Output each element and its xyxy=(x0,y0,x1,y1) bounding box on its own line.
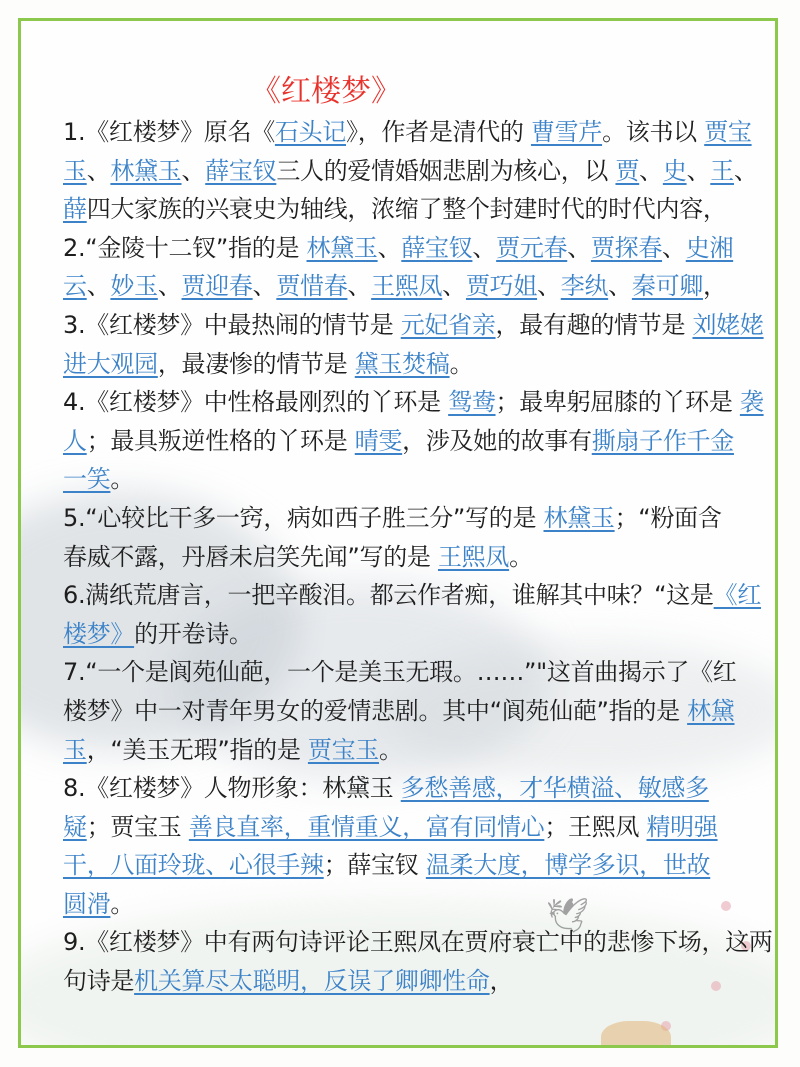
text-segment: 春威不露，丹唇未启笑先闻”写的是 xyxy=(63,542,438,571)
answer-link[interactable]: 玉 xyxy=(63,156,87,185)
text-segment: 、 xyxy=(472,233,497,262)
answer-link[interactable]: 薛宝钗 xyxy=(205,156,277,185)
text-line xyxy=(63,808,763,847)
answer-link[interactable]: 干，八面玲珑、心很手辣 xyxy=(63,851,324,880)
answer-link[interactable]: 王熙凤 xyxy=(437,542,510,571)
text-line xyxy=(63,576,763,615)
text-segment: 、 xyxy=(377,233,402,262)
answer-link[interactable]: 温柔大度，博学多识，世故 xyxy=(425,851,711,880)
text-segment: 、 xyxy=(442,272,466,301)
answer-link[interactable]: 元妃省亲 xyxy=(400,310,496,339)
text-segment: ；最具叛逆性格的丫环是 xyxy=(86,426,355,455)
answer-link[interactable]: 玉 xyxy=(63,735,87,764)
text-line xyxy=(63,113,763,152)
answer-link[interactable]: 晴雯 xyxy=(354,426,403,455)
text-segment: 7.“一个是阆苑仙葩，一个是美玉无瑕。……”"这首曲揭示了《红 xyxy=(63,658,737,687)
text-line xyxy=(63,615,763,654)
text-line xyxy=(63,190,763,229)
answer-link[interactable]: 史湘 xyxy=(685,233,734,262)
text-line xyxy=(63,422,763,461)
answer-link[interactable]: 贾惜春 xyxy=(276,272,348,301)
text-line xyxy=(63,538,763,577)
answer-link[interactable]: 贾巧姐 xyxy=(465,272,538,301)
text-line xyxy=(63,885,763,924)
text-segment: 。 xyxy=(449,349,474,378)
answer-link[interactable]: 曹雪芹 xyxy=(530,118,603,146)
answer-link[interactable]: 疑 xyxy=(63,812,87,841)
text-segment: 、 xyxy=(86,272,111,301)
text-segment: ，“美玉无瑕”指的是 xyxy=(86,735,308,764)
answer-link[interactable]: 《红 xyxy=(713,581,762,610)
text-segment: 。 xyxy=(509,542,533,571)
answer-link[interactable]: 贾 xyxy=(615,156,640,185)
answer-link[interactable]: 进大观园 xyxy=(63,349,158,378)
text-segment: ， xyxy=(489,967,514,996)
text-segment: ，涉及她的故事有 xyxy=(402,426,592,455)
answer-link[interactable]: 贾宝玉 xyxy=(307,735,380,764)
text-segment: 楼梦》中一对青年男女的爱情悲剧。其中“阆苑仙葩”指的是 xyxy=(63,696,688,725)
text-segment: ；贾宝玉 xyxy=(86,812,189,841)
text-segment: ，最凄惨的情节是 xyxy=(157,349,355,378)
text-segment: 6.满纸荒唐言，一把辛酸泪。都云作者痴，谁解其中味？“这是 xyxy=(63,581,714,610)
answer-link[interactable]: 秦可卿 xyxy=(631,272,703,301)
text-line xyxy=(63,692,763,731)
answer-link[interactable]: 善良直率，重情重义，富有同情心 xyxy=(188,812,545,841)
answer-link[interactable]: 贾元春 xyxy=(496,233,568,262)
text-segment: 5.“心较比干多一窍，病如西子胜三分”写的是 xyxy=(63,503,544,532)
text-segment: 、 xyxy=(157,272,182,301)
answer-link[interactable]: 楼梦》 xyxy=(63,619,135,648)
text-line xyxy=(63,731,763,770)
answer-link[interactable]: 李纨 xyxy=(560,272,609,301)
answer-link[interactable]: 林黛玉 xyxy=(306,233,378,262)
text-segment: 、 xyxy=(252,272,277,301)
text-segment: ， xyxy=(702,272,727,301)
page-title: 《红楼梦》 xyxy=(251,74,401,109)
text-segment: 、 xyxy=(733,156,758,185)
text-line xyxy=(63,152,763,191)
text-segment: 、 xyxy=(567,233,591,262)
text-segment: 。 xyxy=(110,465,135,494)
document-body xyxy=(63,113,773,1001)
text-line xyxy=(63,962,763,1001)
text-line xyxy=(63,229,763,268)
text-segment: ，最有趣的情节是 xyxy=(495,310,693,339)
answer-link[interactable]: 人 xyxy=(63,426,87,455)
answer-link[interactable]: 薛 xyxy=(63,195,87,224)
answer-link[interactable]: 撕扇子作千金 xyxy=(591,426,734,455)
text-segment: 、 xyxy=(639,156,663,185)
answer-link[interactable]: 石头记 xyxy=(274,118,347,146)
text-line xyxy=(63,653,763,692)
answer-link[interactable]: 贾迎春 xyxy=(181,272,253,301)
bird-icon: 🕊 xyxy=(546,896,590,936)
answer-link[interactable]: 薛宝钗 xyxy=(401,233,473,262)
answer-link[interactable]: 精明强 xyxy=(646,812,718,841)
text-segment: 、 xyxy=(686,156,711,185)
text-segment: 》，作者是清代的 xyxy=(346,118,531,146)
text-segment: 3.《红楼梦》中最热闹的情节是 xyxy=(63,310,401,339)
answer-link[interactable]: 林黛玉 xyxy=(543,503,615,532)
answer-link[interactable]: 机关算尽太聪明，反误了卿卿性命 xyxy=(134,967,490,996)
answer-link[interactable]: 袭 xyxy=(739,388,764,417)
answer-link[interactable]: 妙玉 xyxy=(110,272,158,301)
answer-link[interactable]: 林黛玉 xyxy=(110,156,182,185)
text-segment: 9.《红楼梦》中有两句诗评论王熙凤在贾府衰亡中的悲惨下场，这两 xyxy=(63,928,773,957)
text-segment: 。该书以 xyxy=(602,118,705,146)
text-segment: 、 xyxy=(347,272,372,301)
text-segment: 的开卷诗。 xyxy=(134,619,253,648)
text-segment: ；最卑躬屈膝的丫环是 xyxy=(495,388,740,417)
text-segment: 。 xyxy=(379,735,403,764)
text-line xyxy=(63,306,763,345)
answer-link[interactable]: 圆滑 xyxy=(63,889,111,918)
text-segment: 、 xyxy=(662,233,686,262)
answer-link[interactable]: 贾探春 xyxy=(590,233,663,262)
answer-link[interactable]: 贾宝 xyxy=(704,118,752,146)
text-line xyxy=(63,460,763,499)
text-line xyxy=(63,267,763,306)
text-segment: 2.“金陵十二钗”指的是 xyxy=(63,233,307,262)
answer-link[interactable]: 一笑 xyxy=(63,465,111,494)
answer-link[interactable]: 多愁善感，才华横溢、敏感多 xyxy=(400,774,709,803)
answer-link[interactable]: 王熙凤 xyxy=(371,272,443,301)
text-segment: 8.《红楼梦》人物形象：林黛玉 xyxy=(63,774,401,803)
answer-link[interactable]: 黛玉焚稿 xyxy=(354,349,450,378)
text-line xyxy=(63,499,763,538)
text-segment: 、 xyxy=(181,156,206,185)
answer-link[interactable]: 林黛 xyxy=(687,696,735,725)
text-line xyxy=(63,345,763,384)
answer-link[interactable]: 史 xyxy=(662,156,687,185)
text-segment: 句诗是 xyxy=(63,967,135,996)
answer-link[interactable]: 鸳鸯 xyxy=(448,388,496,417)
answer-link[interactable]: 王 xyxy=(710,156,734,185)
text-segment: 、 xyxy=(537,272,561,301)
cat-illustration xyxy=(601,1021,671,1048)
text-segment: 。 xyxy=(110,889,135,918)
text-line xyxy=(63,846,763,885)
text-line xyxy=(63,769,763,808)
text-segment: 4.《红楼梦》中性格最刚烈的丫环是 xyxy=(63,388,449,417)
page-frame xyxy=(18,18,778,1048)
text-segment: ；王熙凤 xyxy=(544,812,647,841)
text-line xyxy=(63,383,763,422)
text-segment: 、 xyxy=(86,156,111,185)
text-line xyxy=(63,923,773,962)
text-segment: ；薛宝钗 xyxy=(323,851,426,880)
text-segment: 、 xyxy=(608,272,632,301)
text-segment: 四大家族的兴衰史为轴线，浓缩了整个封建时代的时代内容， xyxy=(86,195,727,224)
text-segment: 1.《红楼梦》原名《 xyxy=(63,118,275,146)
answer-link[interactable]: 云 xyxy=(63,272,87,301)
text-segment: 三人的爱情婚姻悲剧为核心，以 xyxy=(276,156,616,185)
answer-link[interactable]: 刘姥姥 xyxy=(692,310,764,339)
text-segment: ；“粉面含 xyxy=(614,503,722,532)
